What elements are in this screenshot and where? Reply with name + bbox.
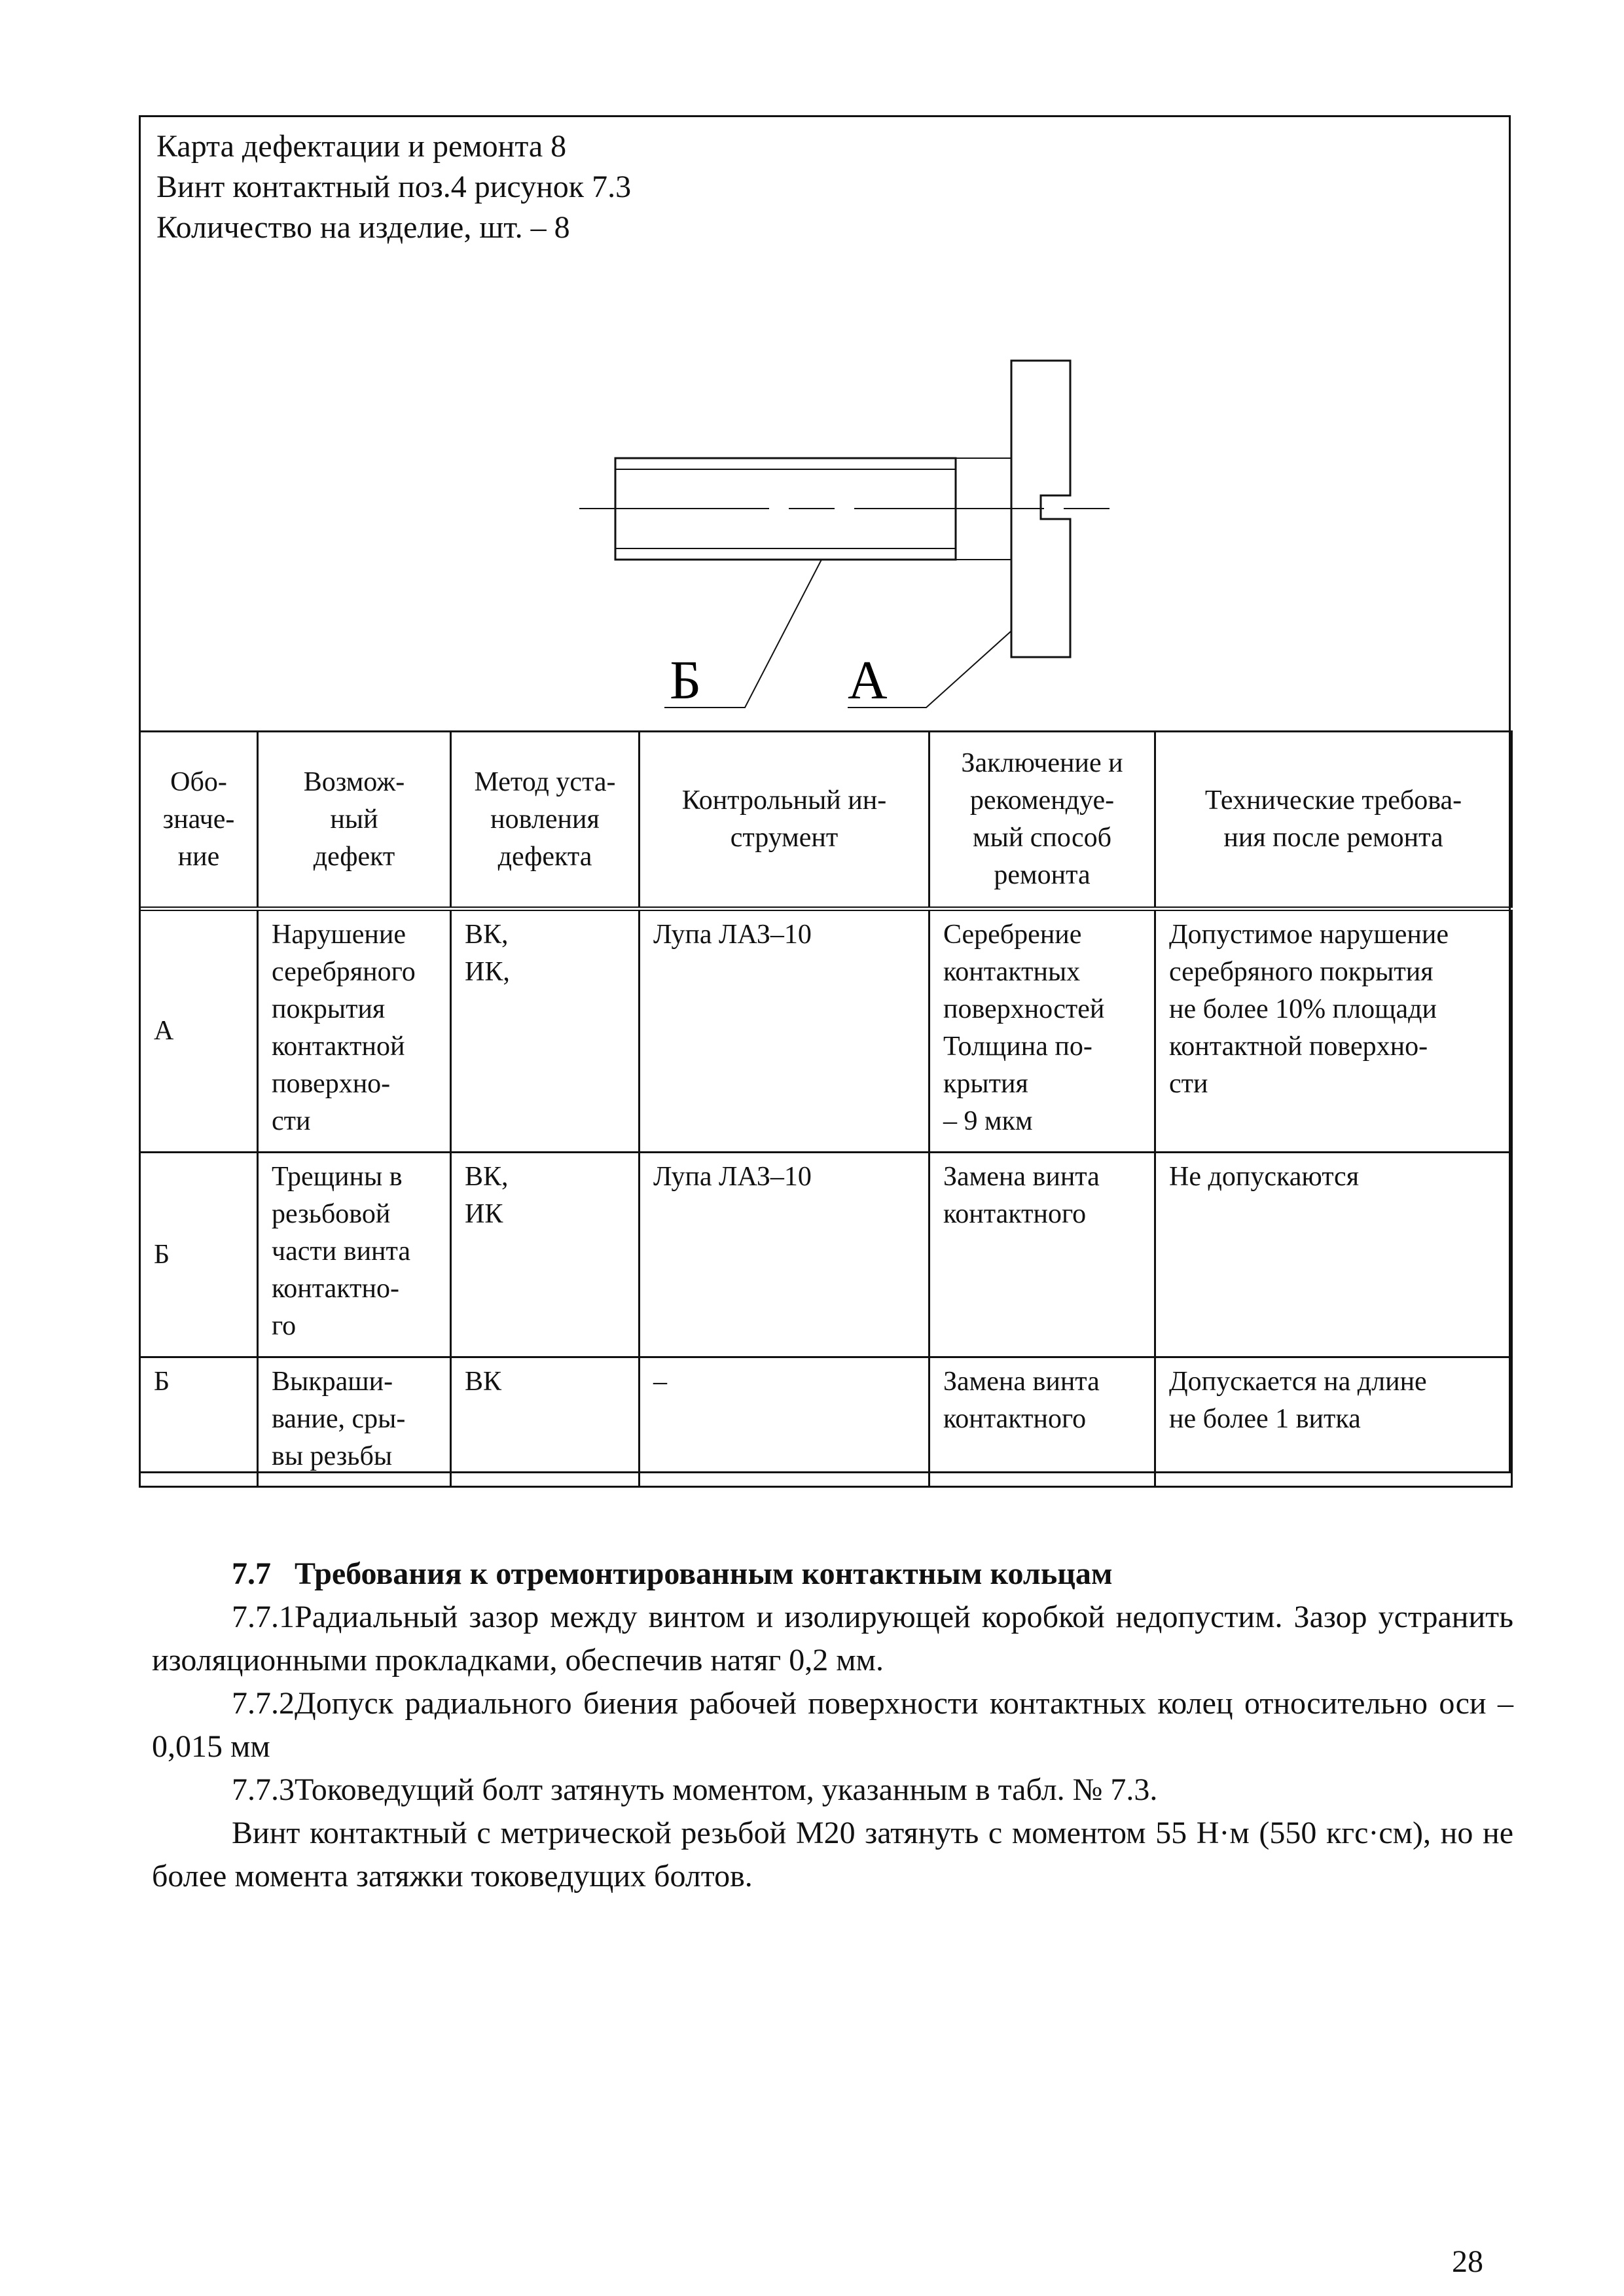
cell-instrument: Лупа ЛАЗ–10 [640,1153,929,1357]
cell-defect: Нарушение серебряного покрытия контактной поверхно- сти [258,909,451,1153]
table-row [140,909,1512,1153]
cell-requirements: Не допускаются [1155,1153,1512,1357]
screw-drawing [141,117,1509,732]
header-designation: Обо- значе- ние [140,732,258,909]
section-heading: 7.7 Требования к отремонтированным контактным кольцам [232,1556,1113,1591]
defect-table [139,730,1513,1488]
cell-instrument: – [640,1357,929,1487]
label-b: Б [670,650,702,711]
cell-method: ВК [451,1357,640,1487]
card-part-name: Винт контактный поз.4 рисунок 7.3 [156,170,632,204]
section-7-7 [152,1552,1513,1898]
page-number: 28 [1452,2244,1483,2279]
cell-conclusion: Серебрение контактных поверхностей Толщина по- крытия – 9 мкм [929,909,1155,1153]
cell-designation: Б [140,1153,258,1357]
table-row [140,1357,1512,1487]
header-defect: Возмож- ный дефект [258,732,451,909]
paragraph-7-7-3: 7.7.3Токоведущий болт затянуть моментом, указанным в табл. № 7.3. [232,1772,1158,1807]
paragraph-7-7-2: 7.7.2Допуск радиального биения рабочей поверхности контактных колец относительно оси – 0,015 мм [152,1686,1513,1764]
label-a: А [848,650,888,711]
card-title: Карта дефектации и ремонта 8 [156,129,567,164]
cell-instrument: Лупа ЛАЗ–10 [640,909,929,1153]
header-instrument: Контрольный ин- струмент [640,732,929,909]
cell-conclusion: Замена винта контактного [929,1357,1155,1487]
header-method: Метод уста- новления дефекта [451,732,640,909]
card-quantity: Количество на изделие, шт. – 8 [156,210,570,245]
cell-method: ВК, ИК, [451,909,640,1153]
cell-requirements: Допускается на длине не более 1 витка [1155,1357,1512,1487]
cell-method: ВК, ИК [451,1153,640,1357]
cell-conclusion: Замена винта контактного [929,1153,1155,1357]
paragraph-7-7-1: 7.7.1Радиальный зазор между винтом и изолирующей коробкой недопустим. Зазор устранить изоляционными прокладками, обеспечив натяг 0,2 мм. [152,1600,1513,1677]
cell-designation: Б [140,1357,258,1487]
cell-defect: Выкраши- вание, сры- вы резьбы [258,1357,451,1487]
table-header-row [140,732,1512,909]
defect-card-frame [139,115,1511,1473]
cell-requirements: Допустимое нарушение серебряного покрытия не более 10% площади контактной поверхно- сти [1155,909,1512,1153]
paragraph-torque: Винт контактный с метрической резьбой М20 затянуть с моментом 55 Н·м (550 кгс·см), но не более момента затяжки токоведущих болтов. [152,1816,1513,1893]
header-requirements: Технические требова- ния после ремонта [1155,732,1512,909]
header-conclusion: Заключение и рекомендуе- мый способ ремонта [929,732,1155,909]
cell-defect: Трещины в резьбовой части винта контактно- го [258,1153,451,1357]
cell-designation: А [140,909,258,1153]
table-row [140,1153,1512,1357]
